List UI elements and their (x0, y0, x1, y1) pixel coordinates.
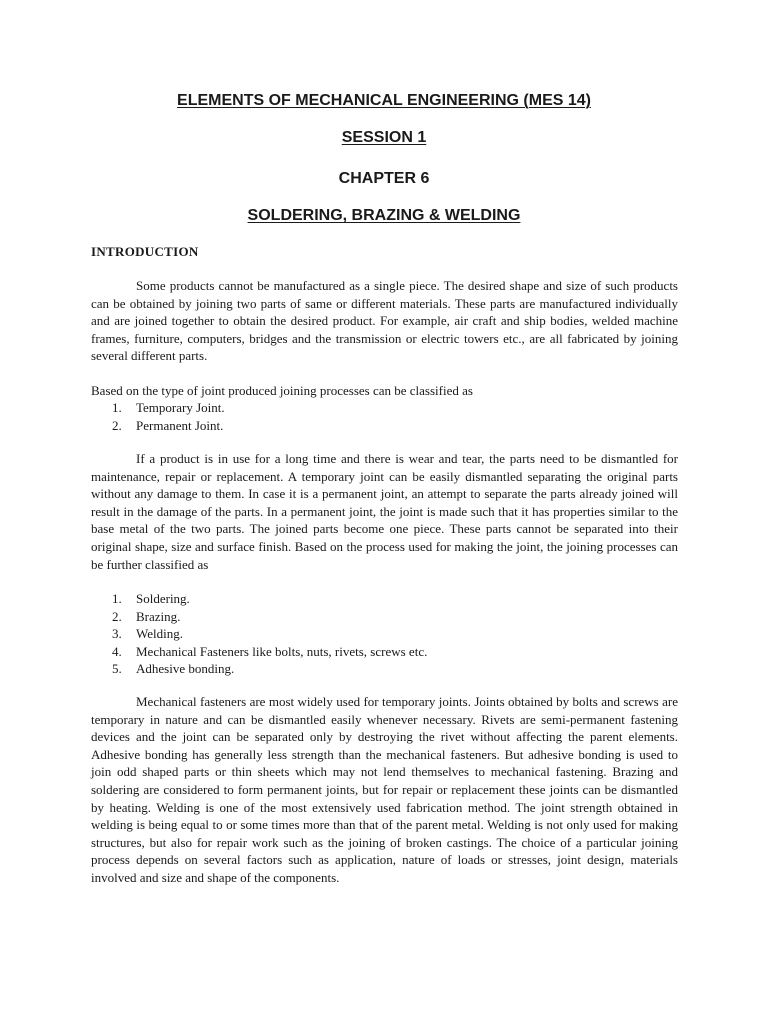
introduction-heading: INTRODUCTION (91, 244, 199, 259)
intro-paragraph-3: Mechanical fasteners are most widely used for temporary joints. Joints obtained by bolts and screws are temporary in nature and can be dismantled easily whenever necessary. Rivets are semi-permanent fastening devices and the joint can be separated only by destroying the rivet without affecting the parent elements. Adhesive bonding has generally less strength than the mechanical fasteners. But adhesive bonding is used to join odd shaped parts or thin sheets which may not lend themselves to mechanical fastening. Brazing and soldering are considered to form permanent joints, but for repair or replacement these joints can be dismantled by heating. Welding is one of the most extensively used fabrication method. The joint strength obtained in welding is being equal to or some times more than that of the parent metal. Welding is not only used for making structures, but also for repair work such as the joining of broken castings. The choice of a particular joining process depends on several factors such as application, nature of loads or stresses, joint design, materials involved and size and shape of the components. (91, 694, 678, 885)
classification-intro: Based on the type of joint produced joining processes can be classified as (91, 383, 473, 398)
list-item: 1. Temporary Joint. (112, 400, 225, 415)
list-item: 5. Adhesive bonding. (112, 661, 235, 677)
list-item: 3. Welding. (112, 626, 183, 642)
list-item: 2. Brazing. (112, 608, 181, 624)
chapter-title: SOLDERING, BRAZING & WELDING (247, 207, 521, 224)
list-item: 4. Mechanical Fasteners like bolts, nuts, rivets, screws etc. (112, 643, 428, 659)
chapter-heading: CHAPTER 6 (338, 170, 430, 187)
list-item: 1. Soldering. (112, 591, 190, 606)
joining-processes-list (91, 590, 427, 678)
course-title: ELEMENTS OF MECHANICAL ENGINEERING (MES 14) (177, 92, 591, 109)
intro-paragraph-1: Some products cannot be manufactured as a single piece. The desired shape and size of such products can be obtained by joining two parts of same or different materials. These parts are manufactured individually and are joined together to obtain the desired product. For example, air craft and ship bodies, welded machine frames, furniture, computers, bridges and the transmission or electric towers etc., are all fabricated by joining several different parts. (91, 278, 678, 364)
list-item: 2. Permanent Joint. (112, 417, 224, 433)
session-heading: SESSION 1 (341, 129, 427, 146)
joint-types-list (91, 399, 225, 434)
intro-paragraph-2: If a product is in use for a long time and there is wear and tear, the parts need to be dismantled for maintenance, repair or replacement. A temporary joint can be easily dismantled separating the original parts without any damage to them. In case it is a permanent joint, an attempt to separate the parts already joined will result in the damage of the parts. In a permanent joint, the joint is made such that it has properties similar to the base metal of the two parts. The joined parts become one piece. These parts cannot be separated into their original shape, size and surface finish. Based on the process used for making the joint, the joining processes can be further classified as (91, 451, 678, 572)
